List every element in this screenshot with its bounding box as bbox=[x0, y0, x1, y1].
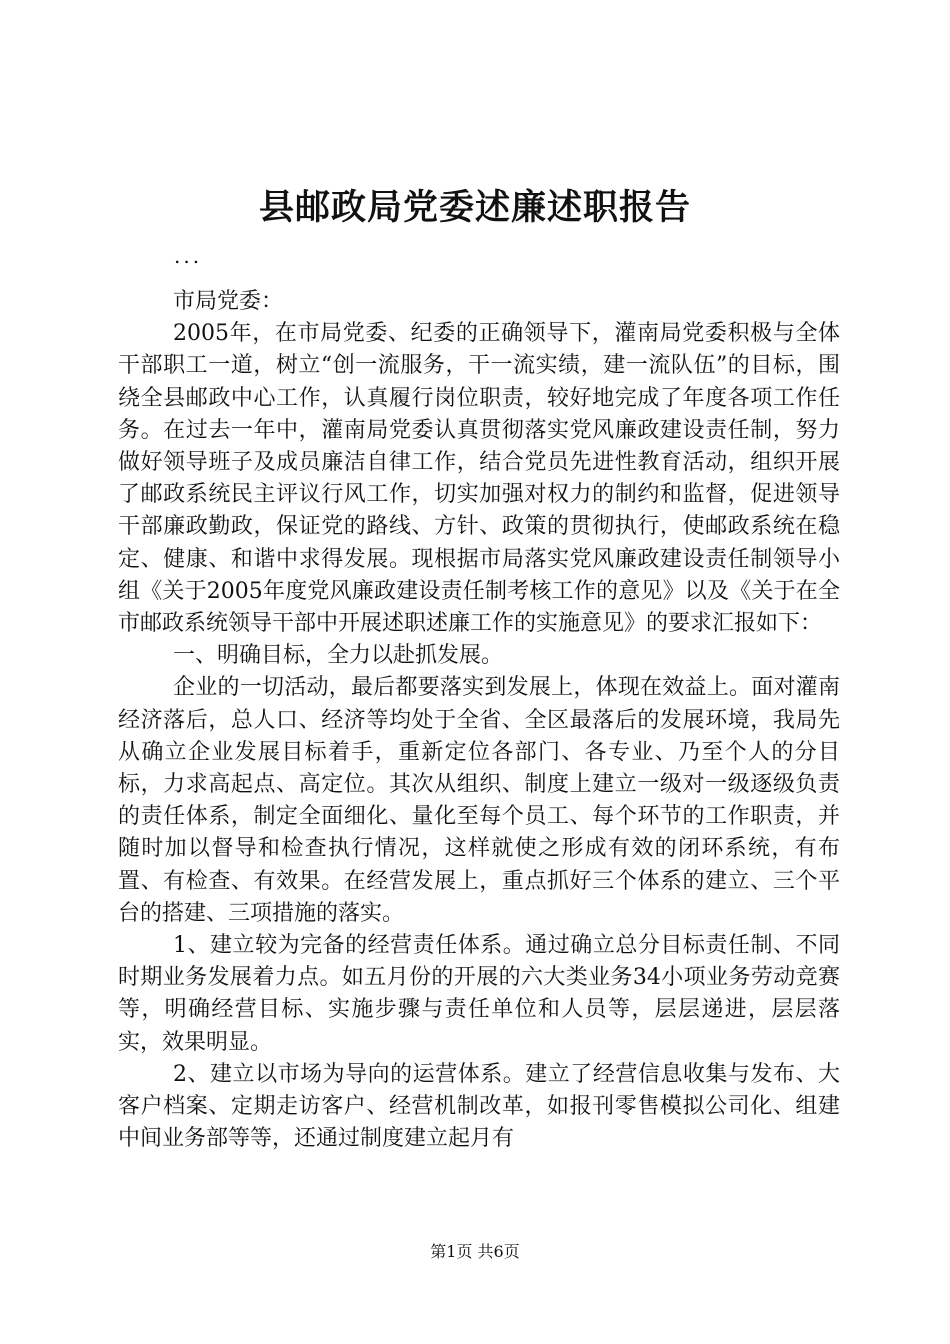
page-footer: 第1页 共6页 bbox=[430, 1242, 520, 1261]
section-heading-1: 一、明确目标，全力以赴抓发展。 bbox=[173, 643, 504, 669]
section-1-paragraph: 企业的一切活动，最后都要落实到发展上，体现在效益上。面对灌南经济落后，总人口、经济等均处于全省、全区最落后的发展环境，我局先从确立企业发展目标着手，重新定位各部门、各专业、乃至个人的分目标，力求高起点、高定位。其次从组织、制度上建立一级对一级逐级负责的责任体系，制定全面细化、量化至每个员工、每个环节的工作职责，并随时加以督导和检查执行情况，这样就使之形成有效的闭环系统，有布置、有检查、有效果。在经营发展上，重点抓好三个体系的建立、三个平台的搭建、三项措施的落实。 bbox=[118, 675, 840, 926]
document-title: 县邮政局党委述廉述职报告 bbox=[258, 187, 691, 228]
ellipsis-marker: ... bbox=[174, 244, 203, 268]
salutation: 市局党委： bbox=[173, 289, 284, 314]
item-2-paragraph: 2、建立以市场为导向的运营体系。建立了经营信息收集与发布、大客户档案、定期走访客户、经营机制改革，如报刊零售模拟公司化、组建中间业务部等等，还通过制度建立起月有 bbox=[118, 1061, 840, 1152]
document-body bbox=[118, 260, 840, 1155]
intro-paragraph: 2005年，在市局党委、纪委的正确领导下，灌南局党委积极与全体干部职工一道，树立“创一流服务，干一流实绩，建一流队伍”的目标，围绕全县邮政中心工作，认真履行岗位职责，较好地完成了年度各项工作任务。在过去一年中，灌南局党委认真贯彻落实党风廉政建设责任制，努力做好领导班子及成员廉洁自律工作，结合党员先进性教育活动，组织开展了邮政系统民主评议行风工作，切实加强对权力的制约和监督，促进领导干部廉政勤政，保证党的路线、方针、政策的贯彻执行，使邮政系统在稳定、健康、和谐中求得发展。现根据市局落实党风廉政建设责任制领导小组《关于2005年度党风廉政建设责任制考核工作的意见》以及《关于在全市邮政系统领导干部中开展述职述廉工作的实施意见》的要求汇报如下： bbox=[118, 321, 840, 637]
item-1-paragraph: 1、建立较为完备的经营责任体系。通过确立总分目标责任制、不同时期业务发展着力点。如五月份的开展的六大类业务34小项业务劳动竞赛等，明确经营目标、实施步骤与责任单位和人员等，层层递进，层层落实，效果明显。 bbox=[118, 933, 840, 1055]
